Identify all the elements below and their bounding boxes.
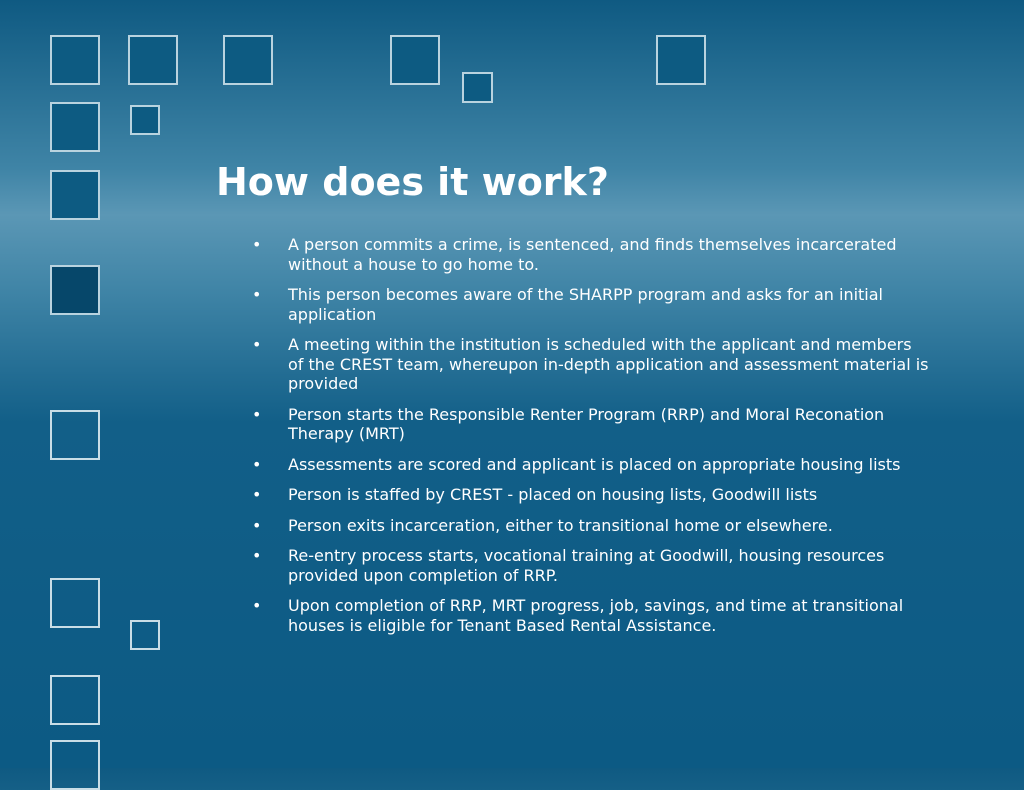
list-item [250, 455, 930, 475]
bullet-marker: • [252, 285, 262, 304]
slide-title: How does it work? [216, 160, 609, 204]
list-item [250, 405, 930, 444]
bullet-text: Person starts the Responsible Renter Program (RRP) and Moral Reconation Therapy (MRT) [288, 404, 885, 443]
list-item [250, 285, 930, 324]
decor-square [656, 35, 706, 85]
bullet-marker: • [252, 235, 262, 254]
bullet-text: Upon completion of RRP, MRT progress, job, savings, and time at transitional houses is eligible for Tenant Based Rental Assistance. [288, 596, 904, 635]
list-item [250, 335, 930, 394]
list-item [250, 235, 930, 274]
bullet-text: A person commits a crime, is sentenced, and finds themselves incarcerated without a house to go home to. [288, 235, 897, 274]
decor-square [50, 410, 100, 460]
bullet-text: A meeting within the institution is scheduled with the applicant and members of the CREST team, whereupon in-depth application and assessment material is provided [288, 335, 929, 393]
decor-square [50, 35, 100, 85]
bullet-text: This person becomes aware of the SHARPP program and asks for an initial application [288, 285, 883, 324]
bullet-marker: • [252, 515, 262, 535]
bullet-text: Re-entry process starts, vocational training at Goodwill, housing resources provided upon completion of RRP. [288, 546, 885, 585]
list-item [250, 546, 930, 585]
decor-square [130, 105, 160, 135]
bullet-text: Person exits incarceration, either to transitional home or elsewhere. [288, 515, 833, 535]
decor-square [128, 35, 178, 85]
bullet-text: Assessments are scored and applicant is placed on appropriate housing lists [288, 454, 901, 474]
decor-square [462, 72, 493, 103]
decor-square [130, 620, 160, 650]
decor-square [50, 675, 100, 725]
decor-square [50, 265, 100, 315]
bullet-marker: • [252, 485, 262, 504]
decor-square [50, 170, 100, 220]
bullet-marker: • [252, 596, 262, 615]
decor-square [223, 35, 273, 85]
bullet-marker: • [252, 404, 262, 424]
bullet-text: Person is staffed by CREST - placed on housing lists, Goodwill lists [288, 485, 818, 504]
bullet-marker: • [252, 335, 262, 354]
list-item [250, 485, 930, 505]
list-item [250, 516, 930, 536]
decor-square [50, 740, 100, 790]
bullet-list [250, 235, 930, 646]
bullet-marker: • [252, 546, 262, 565]
bullet-marker: • [252, 454, 262, 474]
decor-square [50, 102, 100, 152]
decor-square [50, 578, 100, 628]
decor-square [390, 35, 440, 85]
list-item [250, 596, 930, 635]
